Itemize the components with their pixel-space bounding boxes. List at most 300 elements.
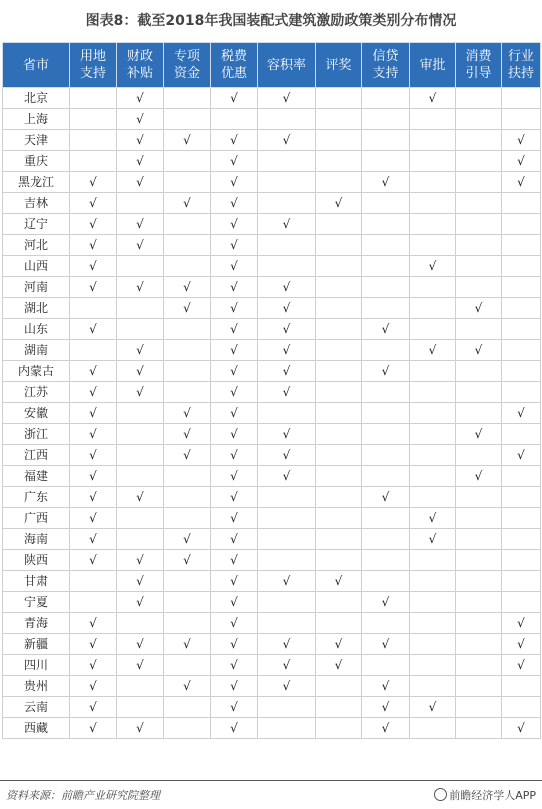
empty-cell [117,508,164,529]
column-header-line1: 用地 [79,49,106,64]
empty-cell [117,319,164,340]
column-header [3,43,70,88]
empty-cell [164,655,211,676]
empty-cell [456,676,502,697]
empty-cell [456,319,502,340]
check-cell: √ [117,592,164,613]
check-cell: √ [258,466,316,487]
check-cell: √ [70,277,117,298]
empty-cell [362,529,410,550]
empty-cell [502,466,541,487]
empty-cell [362,130,410,151]
check-cell: √ [410,508,456,529]
empty-cell [502,487,541,508]
empty-cell [316,697,362,718]
empty-cell [316,613,362,634]
empty-cell [316,487,362,508]
column-header-line2: 优惠 [220,66,247,81]
empty-cell [258,109,316,130]
empty-cell [410,214,456,235]
empty-cell [502,256,541,277]
check-cell: √ [211,487,258,508]
chart-title: 图表8：截至2018年我国装配式建筑激励政策类别分布情况 [85,13,457,29]
check-cell: √ [117,382,164,403]
table-row [3,529,541,550]
check-cell: √ [258,571,316,592]
check-cell: √ [211,130,258,151]
check-cell: √ [410,256,456,277]
empty-cell [164,592,211,613]
empty-cell [456,214,502,235]
empty-cell [164,214,211,235]
table-row [3,445,541,466]
check-cell: √ [164,550,211,571]
empty-cell [410,634,456,655]
empty-cell [502,109,541,130]
empty-cell [410,151,456,172]
check-cell: √ [502,655,541,676]
empty-cell [410,487,456,508]
check-cell: √ [211,235,258,256]
empty-cell [502,214,541,235]
check-cell: √ [211,508,258,529]
empty-cell [362,214,410,235]
check-cell: √ [362,697,410,718]
province-cell: 西藏 [3,718,70,739]
empty-cell [316,109,362,130]
province-cell: 安徽 [3,403,70,424]
column-header-line2: 扶持 [507,66,534,81]
province-cell: 河北 [3,235,70,256]
empty-cell [316,88,362,109]
empty-cell [456,235,502,256]
column-header-line1: 评奖 [325,57,352,73]
policy-table [2,42,541,739]
check-cell: √ [117,718,164,739]
empty-cell [316,508,362,529]
check-cell: √ [211,88,258,109]
province-cell: 河南 [3,277,70,298]
check-cell: √ [316,655,362,676]
province-cell: 广东 [3,487,70,508]
check-cell: √ [258,298,316,319]
empty-cell [70,340,117,361]
empty-cell [410,466,456,487]
check-cell: √ [211,151,258,172]
column-header [362,43,410,88]
check-cell: √ [70,445,117,466]
check-cell: √ [258,445,316,466]
check-cell: √ [362,172,410,193]
check-cell: √ [70,466,117,487]
empty-cell [502,529,541,550]
table-row [3,151,541,172]
empty-cell [117,466,164,487]
empty-cell [316,550,362,571]
table-row [3,634,541,655]
check-cell: √ [70,697,117,718]
check-cell: √ [70,613,117,634]
province-cell: 北京 [3,88,70,109]
empty-cell [502,277,541,298]
empty-cell [502,697,541,718]
check-cell: √ [258,361,316,382]
check-cell: √ [70,676,117,697]
table-row [3,424,541,445]
empty-cell [362,235,410,256]
table-row [3,550,541,571]
empty-cell [258,487,316,508]
province-cell: 江西 [3,445,70,466]
empty-cell [410,655,456,676]
check-cell: √ [70,487,117,508]
empty-cell [362,655,410,676]
province-cell: 福建 [3,466,70,487]
province-cell: 甘肃 [3,571,70,592]
column-header [258,43,316,88]
check-cell: √ [70,235,117,256]
column-header [164,43,211,88]
source-note: 资料来源：前瞻产业研究院整理 [6,789,160,802]
province-cell: 黑龙江 [3,172,70,193]
check-cell: √ [117,214,164,235]
empty-cell [456,508,502,529]
column-header [456,43,502,88]
empty-cell [362,613,410,634]
empty-cell [362,298,410,319]
column-header-line1: 省市 [22,57,49,73]
empty-cell [410,718,456,739]
empty-cell [164,151,211,172]
check-cell: √ [211,613,258,634]
column-header [117,43,164,88]
check-cell: √ [362,718,410,739]
empty-cell [316,256,362,277]
column-header-line2: 支持 [79,66,106,81]
empty-cell [362,550,410,571]
empty-cell [410,277,456,298]
province-cell: 新疆 [3,634,70,655]
empty-cell [410,193,456,214]
empty-cell [410,382,456,403]
empty-cell [456,88,502,109]
check-cell: √ [117,655,164,676]
empty-cell [410,592,456,613]
empty-cell [502,235,541,256]
check-cell: √ [362,361,410,382]
column-header-line1: 税费 [220,49,247,64]
province-cell: 重庆 [3,151,70,172]
empty-cell [70,592,117,613]
empty-cell [117,613,164,634]
table-row [3,382,541,403]
check-cell: √ [70,319,117,340]
check-cell: √ [258,655,316,676]
table-row [3,340,541,361]
table-row [3,508,541,529]
column-header-line2: 支持 [372,66,399,81]
empty-cell [362,508,410,529]
empty-cell [502,88,541,109]
check-cell: √ [70,403,117,424]
empty-cell [164,235,211,256]
check-cell: √ [456,340,502,361]
check-cell: √ [117,109,164,130]
empty-cell [456,571,502,592]
empty-cell [410,424,456,445]
column-header-line2: 资金 [173,66,200,81]
empty-cell [362,109,410,130]
empty-cell [410,109,456,130]
column-header-line1: 财政 [126,49,153,64]
table-row [3,193,541,214]
check-cell: √ [164,529,211,550]
empty-cell [164,256,211,277]
check-cell: √ [211,445,258,466]
empty-cell [456,256,502,277]
check-cell: √ [456,298,502,319]
empty-cell [316,592,362,613]
empty-cell [410,613,456,634]
check-cell: √ [211,256,258,277]
empty-cell [164,466,211,487]
table-row [3,571,541,592]
empty-cell [316,466,362,487]
check-cell: √ [164,634,211,655]
empty-cell [316,235,362,256]
empty-cell [258,592,316,613]
check-cell: √ [211,403,258,424]
check-cell: √ [70,508,117,529]
province-cell: 山西 [3,256,70,277]
empty-cell [502,361,541,382]
check-cell: √ [502,718,541,739]
province-cell: 辽宁 [3,214,70,235]
empty-cell [410,130,456,151]
check-cell: √ [410,529,456,550]
empty-cell [456,697,502,718]
column-header-line1: 信贷 [372,49,399,64]
empty-cell [362,445,410,466]
empty-cell [456,529,502,550]
empty-cell [362,424,410,445]
check-cell: √ [502,634,541,655]
check-cell: √ [316,634,362,655]
check-cell: √ [502,403,541,424]
empty-cell [316,277,362,298]
check-cell: √ [117,487,164,508]
check-cell: √ [211,697,258,718]
table-header-row [3,43,541,88]
table-row [3,256,541,277]
empty-cell [502,382,541,403]
empty-cell [117,676,164,697]
empty-cell [164,571,211,592]
province-cell: 贵州 [3,676,70,697]
province-cell: 云南 [3,697,70,718]
empty-cell [456,613,502,634]
empty-cell [410,319,456,340]
check-cell: √ [211,172,258,193]
check-cell: √ [164,424,211,445]
empty-cell [456,277,502,298]
province-cell: 天津 [3,130,70,151]
province-cell: 湖南 [3,340,70,361]
empty-cell [456,655,502,676]
check-cell: √ [70,361,117,382]
check-cell: √ [362,319,410,340]
empty-cell [502,508,541,529]
empty-cell [456,109,502,130]
empty-cell [362,277,410,298]
table-row [3,277,541,298]
check-cell: √ [211,634,258,655]
empty-cell [362,571,410,592]
empty-cell [362,466,410,487]
empty-cell [362,256,410,277]
table-row [3,88,541,109]
check-cell: √ [211,298,258,319]
check-cell: √ [211,193,258,214]
empty-cell [258,550,316,571]
table-row [3,214,541,235]
empty-cell [502,676,541,697]
empty-cell [362,403,410,424]
check-cell: √ [117,172,164,193]
empty-cell [502,193,541,214]
check-cell: √ [502,151,541,172]
check-cell: √ [211,718,258,739]
empty-cell [117,298,164,319]
check-cell: √ [117,550,164,571]
empty-cell [258,172,316,193]
column-header-line1: 容积率 [266,57,306,73]
empty-cell [502,424,541,445]
empty-cell [502,319,541,340]
empty-cell [70,151,117,172]
check-cell: √ [117,151,164,172]
check-cell: √ [164,298,211,319]
empty-cell [164,508,211,529]
column-header [211,43,258,88]
empty-cell [258,697,316,718]
check-cell: √ [211,277,258,298]
empty-cell [456,130,502,151]
province-cell: 吉林 [3,193,70,214]
table-row [3,655,541,676]
empty-cell [258,529,316,550]
empty-cell [164,88,211,109]
check-cell: √ [70,634,117,655]
check-cell: √ [164,277,211,298]
table-row [3,109,541,130]
empty-cell [316,340,362,361]
empty-cell [456,592,502,613]
table-row [3,613,541,634]
check-cell: √ [70,550,117,571]
empty-cell [70,88,117,109]
empty-cell [258,151,316,172]
check-cell: √ [70,193,117,214]
empty-cell [410,298,456,319]
check-cell: √ [258,130,316,151]
empty-cell [316,130,362,151]
empty-cell [362,151,410,172]
check-cell: √ [117,235,164,256]
empty-cell [258,235,316,256]
empty-cell [456,382,502,403]
table-row [3,718,541,739]
check-cell: √ [362,592,410,613]
check-cell: √ [164,676,211,697]
empty-cell [316,529,362,550]
table-row [3,592,541,613]
province-cell: 上海 [3,109,70,130]
empty-cell [410,235,456,256]
empty-cell [164,172,211,193]
check-cell: √ [316,193,362,214]
empty-cell [258,193,316,214]
empty-cell [70,130,117,151]
check-cell: √ [164,445,211,466]
empty-cell [456,445,502,466]
empty-cell [70,109,117,130]
empty-cell [502,298,541,319]
check-cell: √ [502,613,541,634]
empty-cell [164,613,211,634]
column-header [316,43,362,88]
check-cell: √ [70,172,117,193]
check-cell: √ [117,88,164,109]
check-cell: √ [164,193,211,214]
check-cell: √ [410,697,456,718]
empty-cell [410,445,456,466]
brand-logo-icon [434,788,447,801]
footer [0,780,542,809]
empty-cell [316,151,362,172]
empty-cell [456,172,502,193]
check-cell: √ [70,529,117,550]
empty-cell [316,403,362,424]
empty-cell [211,109,258,130]
province-cell: 青海 [3,613,70,634]
province-cell: 宁夏 [3,592,70,613]
empty-cell [456,403,502,424]
empty-cell [316,319,362,340]
empty-cell [164,487,211,508]
empty-cell [316,172,362,193]
empty-cell [410,403,456,424]
check-cell: √ [117,130,164,151]
empty-cell [316,676,362,697]
check-cell: √ [316,571,362,592]
table-row [3,235,541,256]
column-header [70,43,117,88]
empty-cell [117,697,164,718]
column-header-line1: 消费 [465,49,492,64]
empty-cell [502,550,541,571]
table-row [3,676,541,697]
empty-cell [502,571,541,592]
brand-label [434,787,536,803]
empty-cell [410,361,456,382]
check-cell: √ [502,445,541,466]
check-cell: √ [258,676,316,697]
empty-cell [316,361,362,382]
check-cell: √ [164,403,211,424]
check-cell: √ [164,130,211,151]
check-cell: √ [70,655,117,676]
